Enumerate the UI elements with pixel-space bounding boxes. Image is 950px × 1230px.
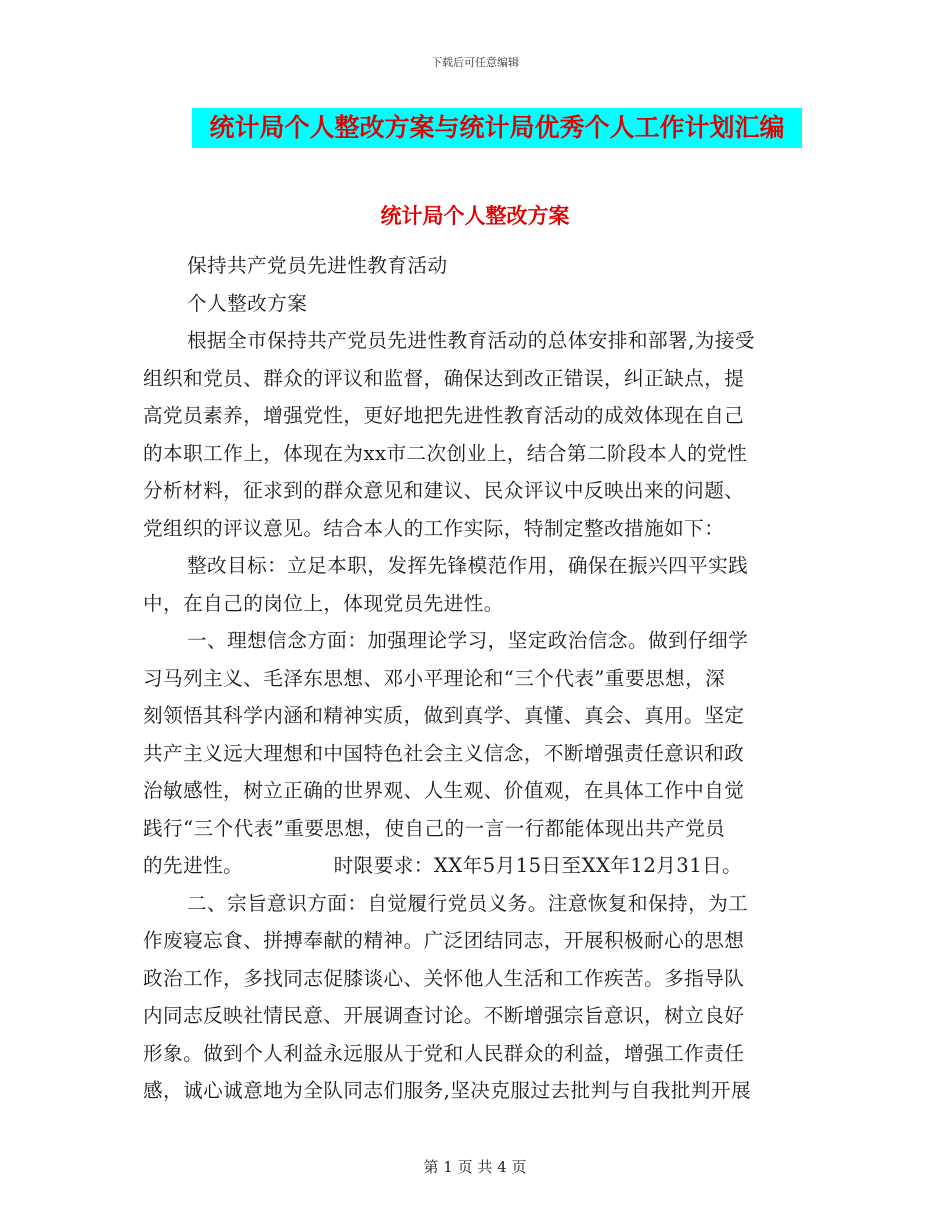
body-line: 感，诚心诚意地为全队同志们服务,坚决克服过去批判与自我批判开展 bbox=[143, 1079, 751, 1102]
body-line: 整改目标：立足本职，发挥先锋模范作用，确保在振兴四平实践 bbox=[187, 554, 749, 577]
body-line: 党组织的评议意见。结合本人的工作实际，特制定整改措施如下： bbox=[143, 516, 725, 540]
body-line: 的本职工作上，体现在为xx市二次创业上，结合第二阶段本人的党性 bbox=[143, 441, 748, 465]
body-line: 一、理想信念方面：加强理论学习，坚定政治信念。做到仔细学 bbox=[187, 629, 749, 652]
body-line: 个人整改方案 bbox=[187, 291, 308, 315]
body-line: 形象。做到个人利益永远服从于党和人民群众的利益，增强工作责任 bbox=[143, 1041, 745, 1065]
body-line: 二、宗旨意识方面：自觉履行党员义务。注意恢复和保持，为工 bbox=[187, 891, 749, 915]
body-line: 高党员素养，增强党性，更好地把先进性教育活动的成效体现在自己 bbox=[143, 404, 745, 427]
main-title: 统计局个人整改方案与统计局优秀个人工作计划汇编 bbox=[209, 113, 785, 142]
body-line: 共产主义远大理想和中国特色社会主义信念，不断增强责任意识和政 bbox=[143, 741, 745, 765]
body-line: 政治工作，多找同志促膝谈心、关怀他人生活和工作疾苦。多指导队 bbox=[143, 966, 745, 990]
body-line: 根据全市保持共产党员先进性教育活动的总体安排和部署,为接受 bbox=[187, 329, 755, 352]
body-line: 的先进性。 时限要求：XX年5月15日至XX年12月31日。 bbox=[143, 854, 743, 877]
body-line: 习马列主义、毛泽东思想、邓小平理论和“三个代表”重要思想，深 bbox=[143, 666, 726, 690]
body-line: 作废寝忘食、拼搏奉献的精神。广泛团结同志，开展积极耐心的思想 bbox=[143, 929, 745, 952]
body-line: 刻领悟其科学内涵和精神实质，做到真学、真懂、真会、真用。坚定 bbox=[143, 704, 745, 727]
body-line: 组织和党员、群众的评议和监督，确保达到改正错误，纠正缺点，提 bbox=[143, 366, 745, 390]
body-line: 践行“三个代表”重要思想，使自己的一言一行都能体现出共产党员 bbox=[143, 816, 726, 840]
header-note: 下载后可任意编辑 bbox=[431, 56, 519, 69]
page-footer: 第 1 页 共 4 页 bbox=[423, 1158, 527, 1176]
body-line: 分析材料，征求到的群众意见和建议、民众评议中反映出来的问题、 bbox=[143, 479, 745, 502]
section-title: 统计局个人整改方案 bbox=[380, 204, 570, 228]
body-text bbox=[143, 247, 808, 1110]
body-line: 内同志反映社情民意、开展调查讨论。不断增强宗旨意识，树立良好 bbox=[143, 1004, 745, 1027]
main-title-highlight bbox=[192, 108, 802, 148]
body-line: 中，在自己的岗位上，体现党员先进性。 bbox=[143, 591, 504, 615]
body-line: 保持共产党员先进性教育活动 bbox=[187, 254, 448, 277]
body-line: 治敏感性，树立正确的世界观、人生观、价值观，在具体工作中自觉 bbox=[143, 779, 745, 802]
